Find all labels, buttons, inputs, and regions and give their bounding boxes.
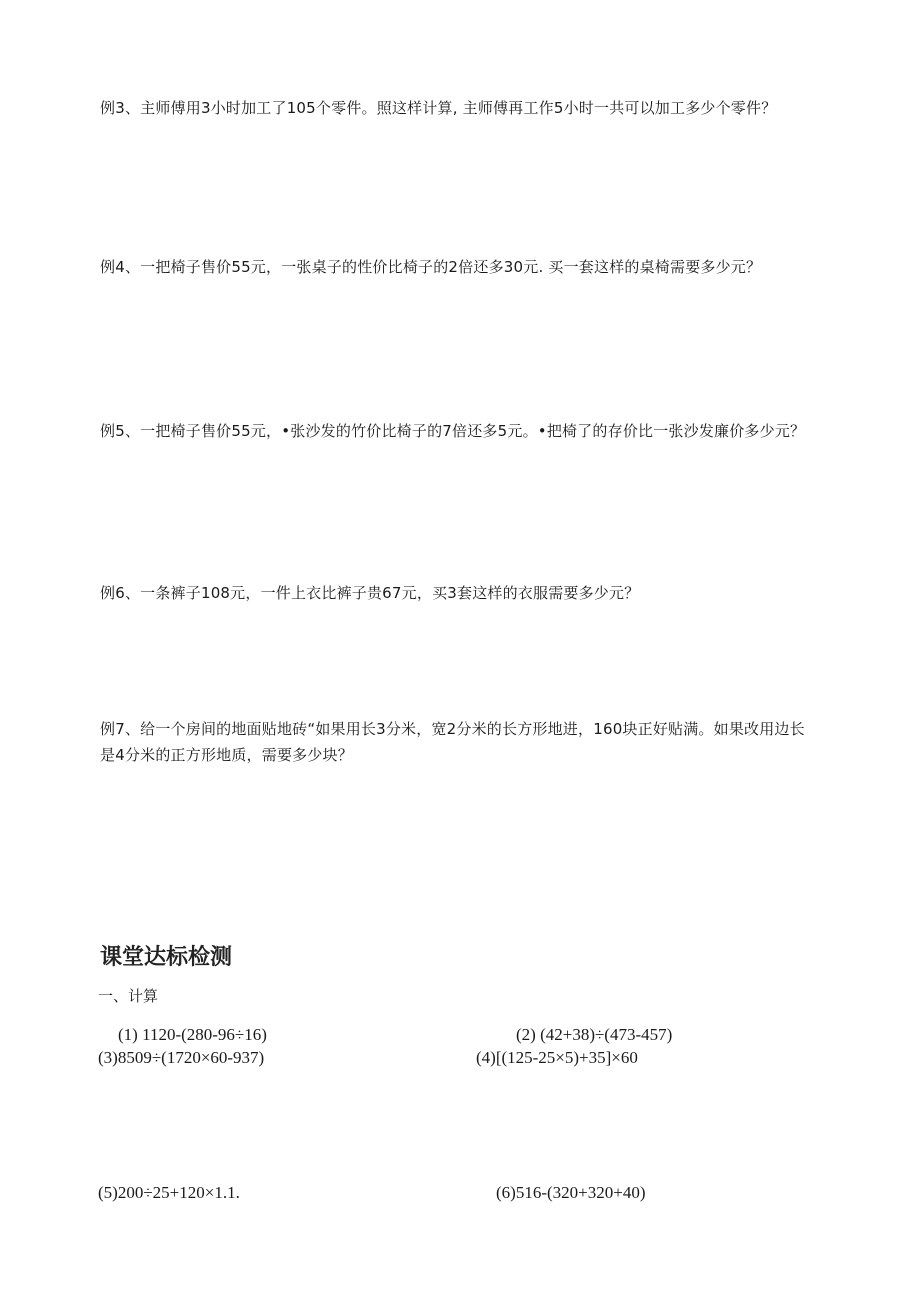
calculation-5: (5)200÷25+120×1.1. — [98, 1183, 240, 1202]
example-5: 例5、一把椅子售价55元，•张沙发的竹价比椅子的7倍还多5元。•把椅了的存价比一张沙发廉价多少元？ — [100, 422, 806, 440]
example-3: 例3、主师傅用3小时加工了105个零件。照这样计算, 主师傅再工作5小时一共可以加工多少个零件？ — [100, 99, 777, 117]
calculation-3: (3)8509÷(1720×60-937) — [98, 1048, 265, 1067]
example-7: 例7、给一个房间的地面贴地砖“如果用长3分米，宽2分米的长方形地进，160块正好贴满。如果改用边长是4分米的正方形地质，需要多少块？ — [100, 720, 805, 764]
calculation-1: (1) 1120-(280-96÷16) — [118, 1025, 267, 1044]
example-4: 例4、一把椅子售价55元，一张桌子的性价比椅子的2倍还多30元. 买一套这样的桌椅需要多少元？ — [100, 258, 762, 276]
example-6: 例6、一条裤子108元，一件上衣比裤子贵67元，买3套这样的衣服需要多少元？ — [100, 584, 640, 602]
calculation-6: (6)516-(320+320+40) — [496, 1183, 646, 1202]
calculation-2: (2) (42+38)÷(473-457) — [516, 1025, 673, 1044]
subsection-heading: 一、计算 — [98, 987, 159, 1005]
section-title: 课堂达标检测 — [100, 945, 233, 970]
calculation-4: (4)[(125-25×5)+35]×60 — [476, 1048, 638, 1067]
